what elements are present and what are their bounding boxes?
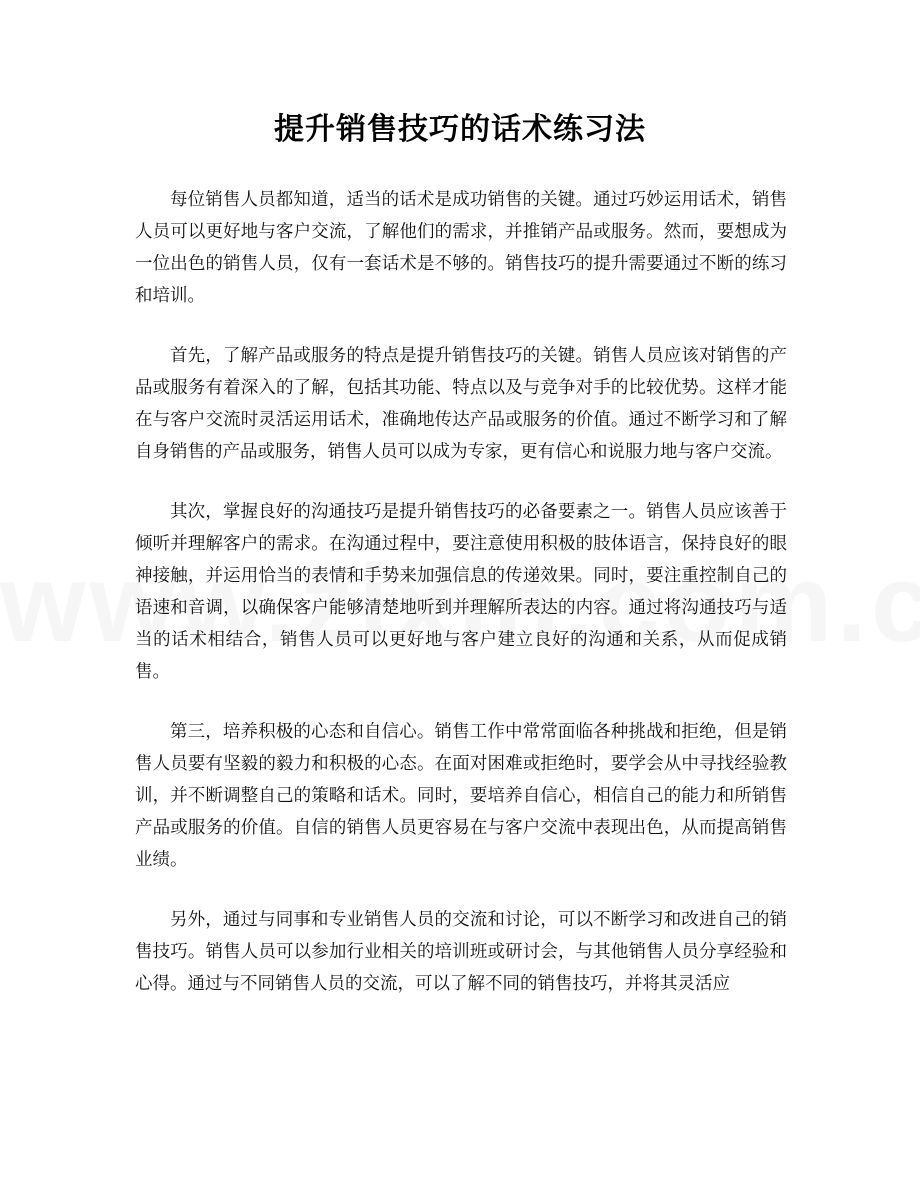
paragraph-3: 其次，掌握良好的沟通技巧是提升销售技巧的必备要素之一。销售人员应该善于倾听并理解客户的需求。在沟通过程中，要注意使用积极的肢体语言，保持良好的眼神接触，并运用恰当的表情和手势来加强信息的传递效果。同时，要注重控制自己的语速和音调，以确保客户能够清楚地听到并理解所表达的内容。通过将沟通技巧与适当的话术相结合，销售人员可以更好地与客户建立良好的沟通和关系，从而促成销售。 bbox=[135, 502, 787, 682]
paragraph-2: 首先，了解产品或服务的特点是提升销售技巧的关键。销售人员应该对销售的产品或服务有着深入的了解，包括其功能、特点以及与竞争对手的比较优势。这样才能在与客户交流时灵活运用话术，准确地传达产品或服务的价值。通过不断学习和了解自身销售的产品或服务，销售人员可以成为专家，更有信心和说服力地与客户交流。 bbox=[135, 346, 787, 462]
paragraph-4: 第三，培养积极的心态和自信心。销售工作中常常面临各种挑战和拒绝，但是销售人员要有坚毅的毅力和积极的心态。在面对困难或拒绝时，要学会从中寻找经验教训，并不断调整自己的策略和话术。同时，要培养自信心，相信自己的能力和所销售产品或服务的价值。自信的销售人员更容易在与客户交流中表现出色，从而提高销售业绩。 bbox=[135, 722, 787, 870]
paragraph-5: 另外，通过与同事和专业销售人员的交流和讨论，可以不断学习和改进自己的销售技巧。销售人员可以参加行业相关的培训班或研讨会，与其他销售人员分享经验和心得。通过与不同销售人员的交流，可以了解不同的销售技巧，并将其灵活应 bbox=[135, 910, 787, 994]
paragraph-1: 每位销售人员都知道，适当的话术是成功销售的关键。通过巧妙运用话术，销售人员可以更好地与客户交流，了解他们的需求，并推销产品或服务。然而，要想成为一位出色的销售人员，仅有一套话术是不够的。销售技巧的提升需要通过不断的练习和培训。 bbox=[135, 190, 787, 306]
document-title: 提升销售技巧的话术练习法 bbox=[274, 112, 646, 147]
document-body bbox=[135, 184, 787, 1028]
